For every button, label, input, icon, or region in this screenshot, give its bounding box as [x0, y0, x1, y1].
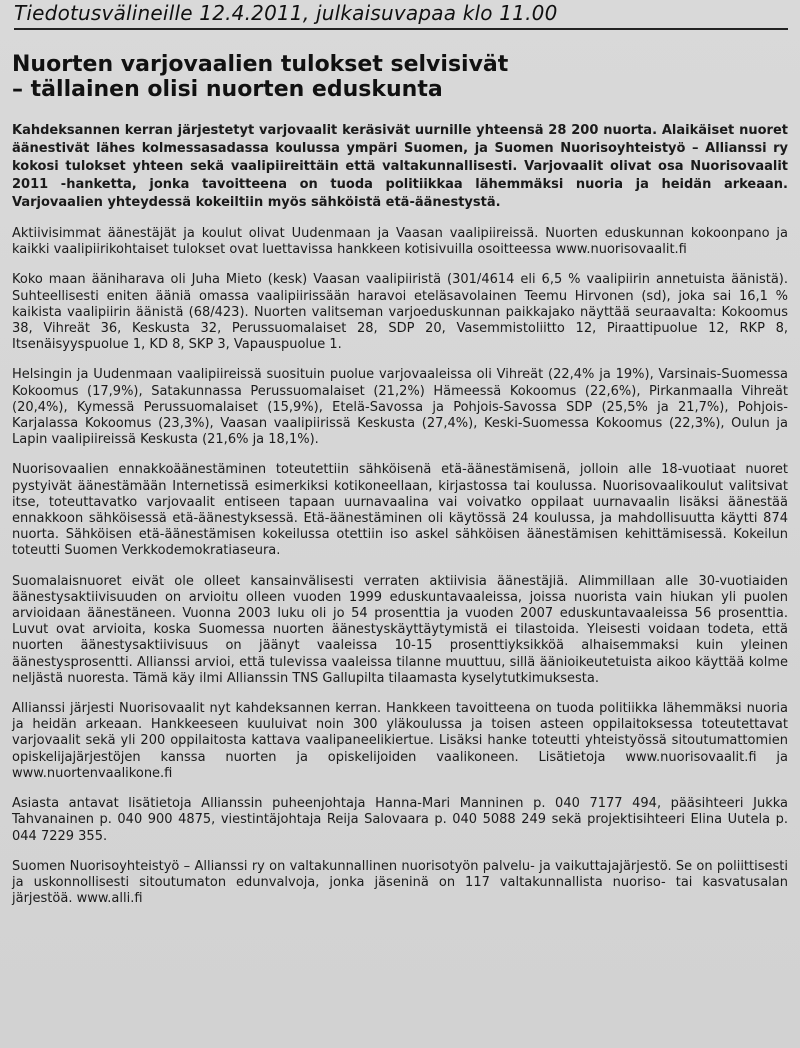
- lead-paragraph: Kahdeksannen kerran järjestetyt varjovaalit keräsivät uurnille yhteensä 28 200 nuorta. Alaikäiset nuoret äänestivät lähes kolmessasadassa koulussa ympäri Suomen, ja Suomen Nuorisoyhteistyö – Allianssi ry kokosi tulokset yhteen sekä vaalipiireittäin että valtakunnallisesti. Varjovaalit olivat osa Nuorisovaalit 2011 -hanketta, jonka tavoitteena on tuoda politiikkaa lähemmäksi nuoria ja heidän arkeaan. Varjovaalien yhteydessä kokeiltiin myös sähköistä etä-äänestystä.: [12, 123, 788, 210]
- paragraph-top-candidates: Koko maan ääniharava oli Juha Mieto (kesk) Vaasan vaalipiiristä (301/4614 eli 6,5 % vaalipiirin annetuista äänistä). Suhteellisesti eniten ääniä omassa vaalipiirissään haravoi eteläsavolainen Teemu Hirvonen (sd), joka sai 16,1 % kaikista vaalipiirin äänistä (68/423). Nuorten valitseman varjoeduskunnan paikkajako näyttää seuraavalta: Kokoomus 38, Vihreät 36, Keskusta 32, Perussuomalaiset 28, SDP 20, Vasemmistoliitto 12, Piraattipuolue 12, RKP 8, Itsenäisyyspuolue 1, KD 8, SKP 3, Vapauspuolue 1.: [12, 272, 788, 353]
- title-line-2: – tällainen olisi nuorten eduskunta: [12, 77, 443, 102]
- paragraph-regional-results: Helsingin ja Uudenmaan vaalipiireissä suosituin puolue varjovaaleissa oli Vihreät (22,4% ja 19%), Varsinais-Suomessa Kokoomus (17,9%), Satakunnassa Perussuomalaiset (21,2%) Hämeessä Kokoomus (22,6%), Pirkanmaalla Vihreät (20,4%), Kymessä Perussuomalaiset (15,9%), Etelä-Savossa ja Pohjois-Savossa SDP (25,5% ja 21,7%), Pohjois-Karjalassa Kokoomus (23,3%), Vaasan vaalipiirissä Keskusta (27,4%), Keski-Suomessa Kokoomus (22,3%), Oulun ja Lapin vaalipiireissä Keskusta (21,6% ja 18,1%).: [12, 367, 788, 448]
- paragraph-project: Allianssi järjesti Nuorisovaalit nyt kahdeksannen kerran. Hankkeen tavoitteena on tuoda politiikka lähemmäksi nuoria ja heidän arkeaan. Hankkeeseen kuuluivat noin 300 yläkoulussa ja toisen asteen oppilaitoksessa toteutettavat varjovaalit sekä yli 200 oppilaitosta kattava vaalipaneelikiertue. Lisäksi hanke toteutti yhteistyössä sitoutumattomien opiskelijajärjestöjen kanssa nuorten ja opiskelijoiden vaalikoneen. Lisätietoja www.nuorisovaalit.fi ja www.nuortenvaalikone.fi: [12, 701, 788, 781]
- paragraph-e-voting: Nuorisovaalien ennakkoäänestäminen toteutettiin sähköisenä etä-äänestämisenä, jolloin alle 18-vuotiaat nuoret pystyivät äänestämään Internetissä esimerkiksi kotikoneellaan, kirjastossa tai koulussa. Nuorisovaalikoulut valitsivat itse, toteuttavatko varjovaalit entiseen tapaan uurnavaalina vai voivatko oppilaat uurnavaalin lisäksi äänestää ennakkoon sähköisessä etä-äänestyksessä. Etä-äänestäminen oli käytössä 24 koulussa, ja mahdollisuutta käytti 874 nuorta. Sähköisen etä-äänestämisen kokeilussa otettiin iso askel sähköisen äänestämisen kehittämisessä. Kokeilun toteutti Suomen Verkkodemokratiaseura.: [12, 462, 788, 559]
- paragraph-active-voters: Aktiivisimmat äänestäjät ja koulut olivat Uudenmaan ja Vaasan vaalipiireissä. Nuorten eduskunnan kokoonpano ja kaikki vaalipiirikohtaiset tulokset ovat luettavissa hankkeen kotisivuilla osoitteessa www.nuorisovaalit.fi: [12, 226, 788, 258]
- paragraph-contacts: Asiasta antavat lisätietoja Allianssin puheenjohtaja Hanna-Mari Manninen p. 040 7177 494, pääsihteeri Jukka Tahvanainen p. 040 900 4875, viestintäjohtaja Reija Salovaara p. 040 5088 249 sekä projektisihteeri Elina Uutela p. 044 7229 355.: [12, 796, 788, 844]
- title-line-1: Nuorten varjovaalien tulokset selvisivät: [12, 52, 509, 77]
- page-title: [12, 52, 788, 102]
- paragraph-turnout: Suomalaisnuoret eivät ole olleet kansainvälisesti verraten aktiivisia äänestäjiä. Alimmillaan alle 30-vuotiaiden äänestysaktiivisuuden on arvioitu olleen vuoden 1999 eduskuntavaaleissa, joissa nuorista vain hiukan yli puolen arvioidaan äänestäneen. Vuonna 2003 luku oli jo 54 prosenttia ja vuoden 2007 eduskuntavaaleissa 56 prosenttia. Luvut ovat arvioita, koska Suomessa nuorten äänestyskäyttäytymistä ei tilastoida. Yleisesti voidaan todeta, että nuorten äänestysaktiivisuus on jäänyt vaaleissa 10-15 prosenttiyksikköä alhaisemmaksi kuin yleinen äänestysprosentti. Allianssi arvioi, että tulevissa vaaleissa tilanne muuttuu, sillä äänioikeutetuista aikoo käyttää kolme neljästä nuoresta. Tämä käy ilmi Allianssin TNS Gallupilta tilaamasta kyselytutkimuksesta.: [12, 573, 788, 686]
- paragraph-organization: Suomen Nuorisoyhteistyö – Allianssi ry on valtakunnallinen nuorisotyön palvelu- ja vaikuttajajärjestö. Se on poliittisesti ja uskonnollisesti sitoutumaton edunvalvoja, jonka jäseninä on 117 valtakunnallista nuoriso- tai kasvatusalan järjestöä. www.alli.fi: [12, 858, 788, 907]
- release-header: Tiedotusvälineille 12.4.2011, julkaisuvapaa klo 11.00: [14, 0, 788, 30]
